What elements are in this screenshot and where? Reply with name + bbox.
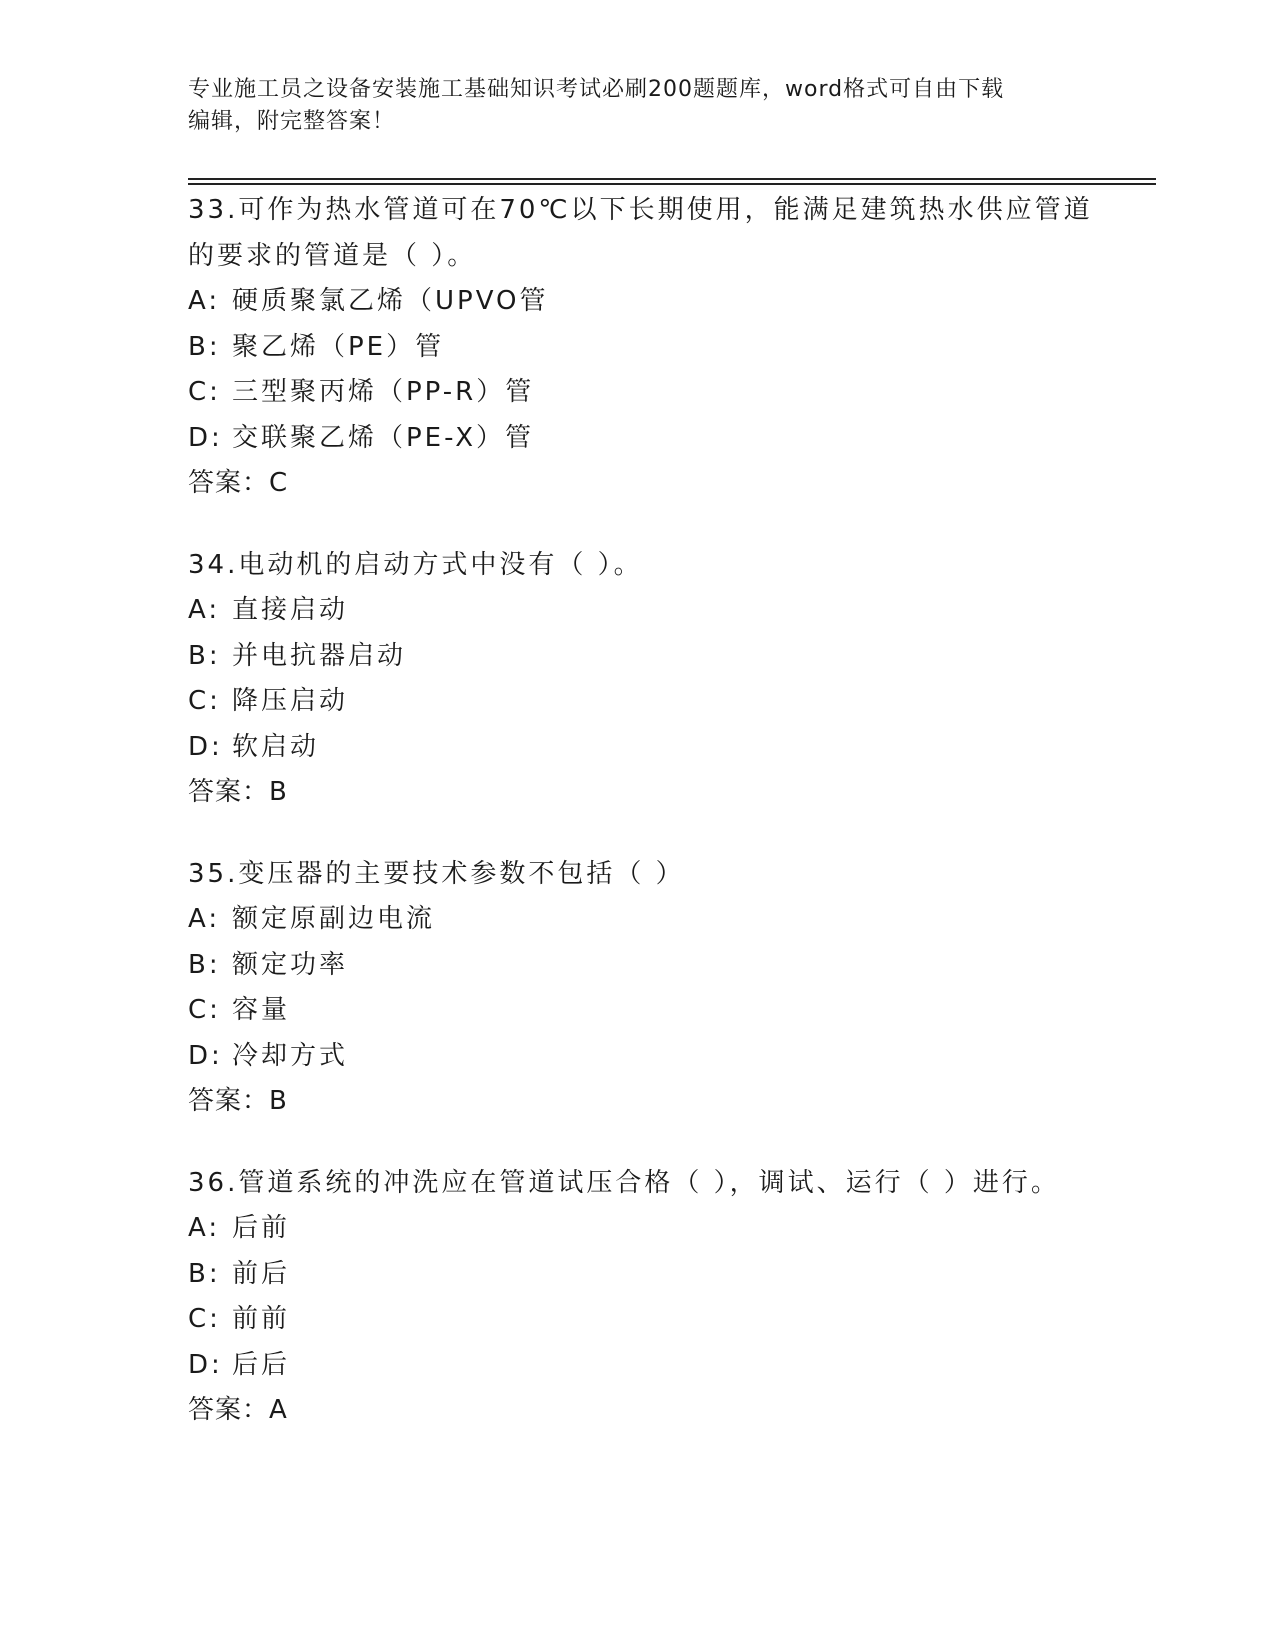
question-stem-line-1: 33.可作为热水管道可在70℃以下长期使用，能满足建筑热水供应管道 bbox=[188, 195, 1093, 225]
option-letter: C: bbox=[188, 1304, 221, 1334]
option-text: 额定原副边电流 bbox=[232, 904, 436, 934]
option-d bbox=[188, 1034, 1148, 1080]
option-text: 聚乙烯（PE）管 bbox=[232, 331, 445, 362]
option-text: 后后 bbox=[232, 1349, 291, 1380]
question-stem-line-1: 34.电动机的启动方式中没有（ ）。 bbox=[188, 549, 643, 580]
option-text: 额定功率 bbox=[232, 949, 349, 980]
option-text: 软启动 bbox=[232, 731, 320, 762]
question-stem-line-1: 35.变压器的主要技术参数不包括（ ） bbox=[188, 858, 685, 889]
option-letter: C: bbox=[188, 995, 221, 1025]
option-letter: B: bbox=[188, 331, 221, 362]
option-d bbox=[188, 1343, 1148, 1389]
option-text: 前前 bbox=[232, 1304, 291, 1334]
option-d bbox=[188, 725, 1148, 771]
option-letter: A: bbox=[188, 1213, 221, 1243]
option-d bbox=[188, 416, 1148, 462]
option-b bbox=[188, 943, 1148, 989]
header-divider-top bbox=[188, 178, 1156, 180]
option-b bbox=[188, 634, 1148, 680]
option-letter: A: bbox=[188, 286, 221, 316]
option-letter: C: bbox=[188, 377, 221, 407]
option-a bbox=[188, 279, 1148, 325]
answer-line: 答案：A bbox=[188, 1395, 288, 1425]
option-letter: D: bbox=[188, 422, 223, 453]
option-text: 容量 bbox=[232, 995, 291, 1025]
answer-line: 答案：C bbox=[188, 468, 289, 498]
question-stem-line-1: 36.管道系统的冲洗应在管道试压合格（ ），调试、运行（ ）进行。 bbox=[188, 1167, 1060, 1198]
option-text: 前后 bbox=[232, 1258, 291, 1289]
option-letter: A: bbox=[188, 904, 221, 934]
option-text: 交联聚乙烯（PE-X）管 bbox=[232, 422, 535, 453]
option-letter: C: bbox=[188, 686, 221, 716]
option-c bbox=[188, 988, 1148, 1034]
document-header bbox=[188, 74, 1088, 138]
question-33 bbox=[188, 188, 1148, 507]
header-divider-bottom bbox=[188, 183, 1156, 185]
option-text: 降压启动 bbox=[232, 686, 349, 716]
option-c bbox=[188, 1297, 1148, 1343]
option-letter: D: bbox=[188, 731, 223, 762]
header-line-2: 编辑，附完整答案！ bbox=[188, 109, 396, 134]
option-c bbox=[188, 679, 1148, 725]
question-36 bbox=[188, 1161, 1148, 1434]
option-a bbox=[188, 588, 1148, 634]
question-list bbox=[188, 188, 1148, 1470]
header-line-1: 专业施工员之设备安装施工基础知识考试必刷200题题库，word格式可自由下载 bbox=[188, 77, 1005, 102]
option-a bbox=[188, 897, 1148, 943]
answer-line: 答案：B bbox=[188, 1086, 288, 1116]
option-text: 三型聚丙烯（PP-R）管 bbox=[232, 377, 535, 407]
option-b bbox=[188, 325, 1148, 371]
option-text: 并电抗器启动 bbox=[232, 640, 407, 671]
option-c bbox=[188, 370, 1148, 416]
option-letter: B: bbox=[188, 640, 221, 671]
option-letter: B: bbox=[188, 949, 221, 980]
option-text: 后前 bbox=[232, 1213, 291, 1243]
question-34 bbox=[188, 543, 1148, 816]
option-b bbox=[188, 1252, 1148, 1298]
question-stem-line-2: 的要求的管道是（ ）。 bbox=[188, 240, 477, 271]
option-letter: D: bbox=[188, 1349, 223, 1380]
option-letter: D: bbox=[188, 1040, 223, 1071]
question-35 bbox=[188, 852, 1148, 1125]
option-letter: B: bbox=[188, 1258, 221, 1289]
option-text: 硬质聚氯乙烯（UPVO管 bbox=[232, 286, 549, 316]
option-text: 冷却方式 bbox=[232, 1040, 349, 1071]
option-a bbox=[188, 1206, 1148, 1252]
answer-line: 答案：B bbox=[188, 777, 288, 807]
option-letter: A: bbox=[188, 595, 221, 625]
option-text: 直接启动 bbox=[232, 595, 349, 625]
